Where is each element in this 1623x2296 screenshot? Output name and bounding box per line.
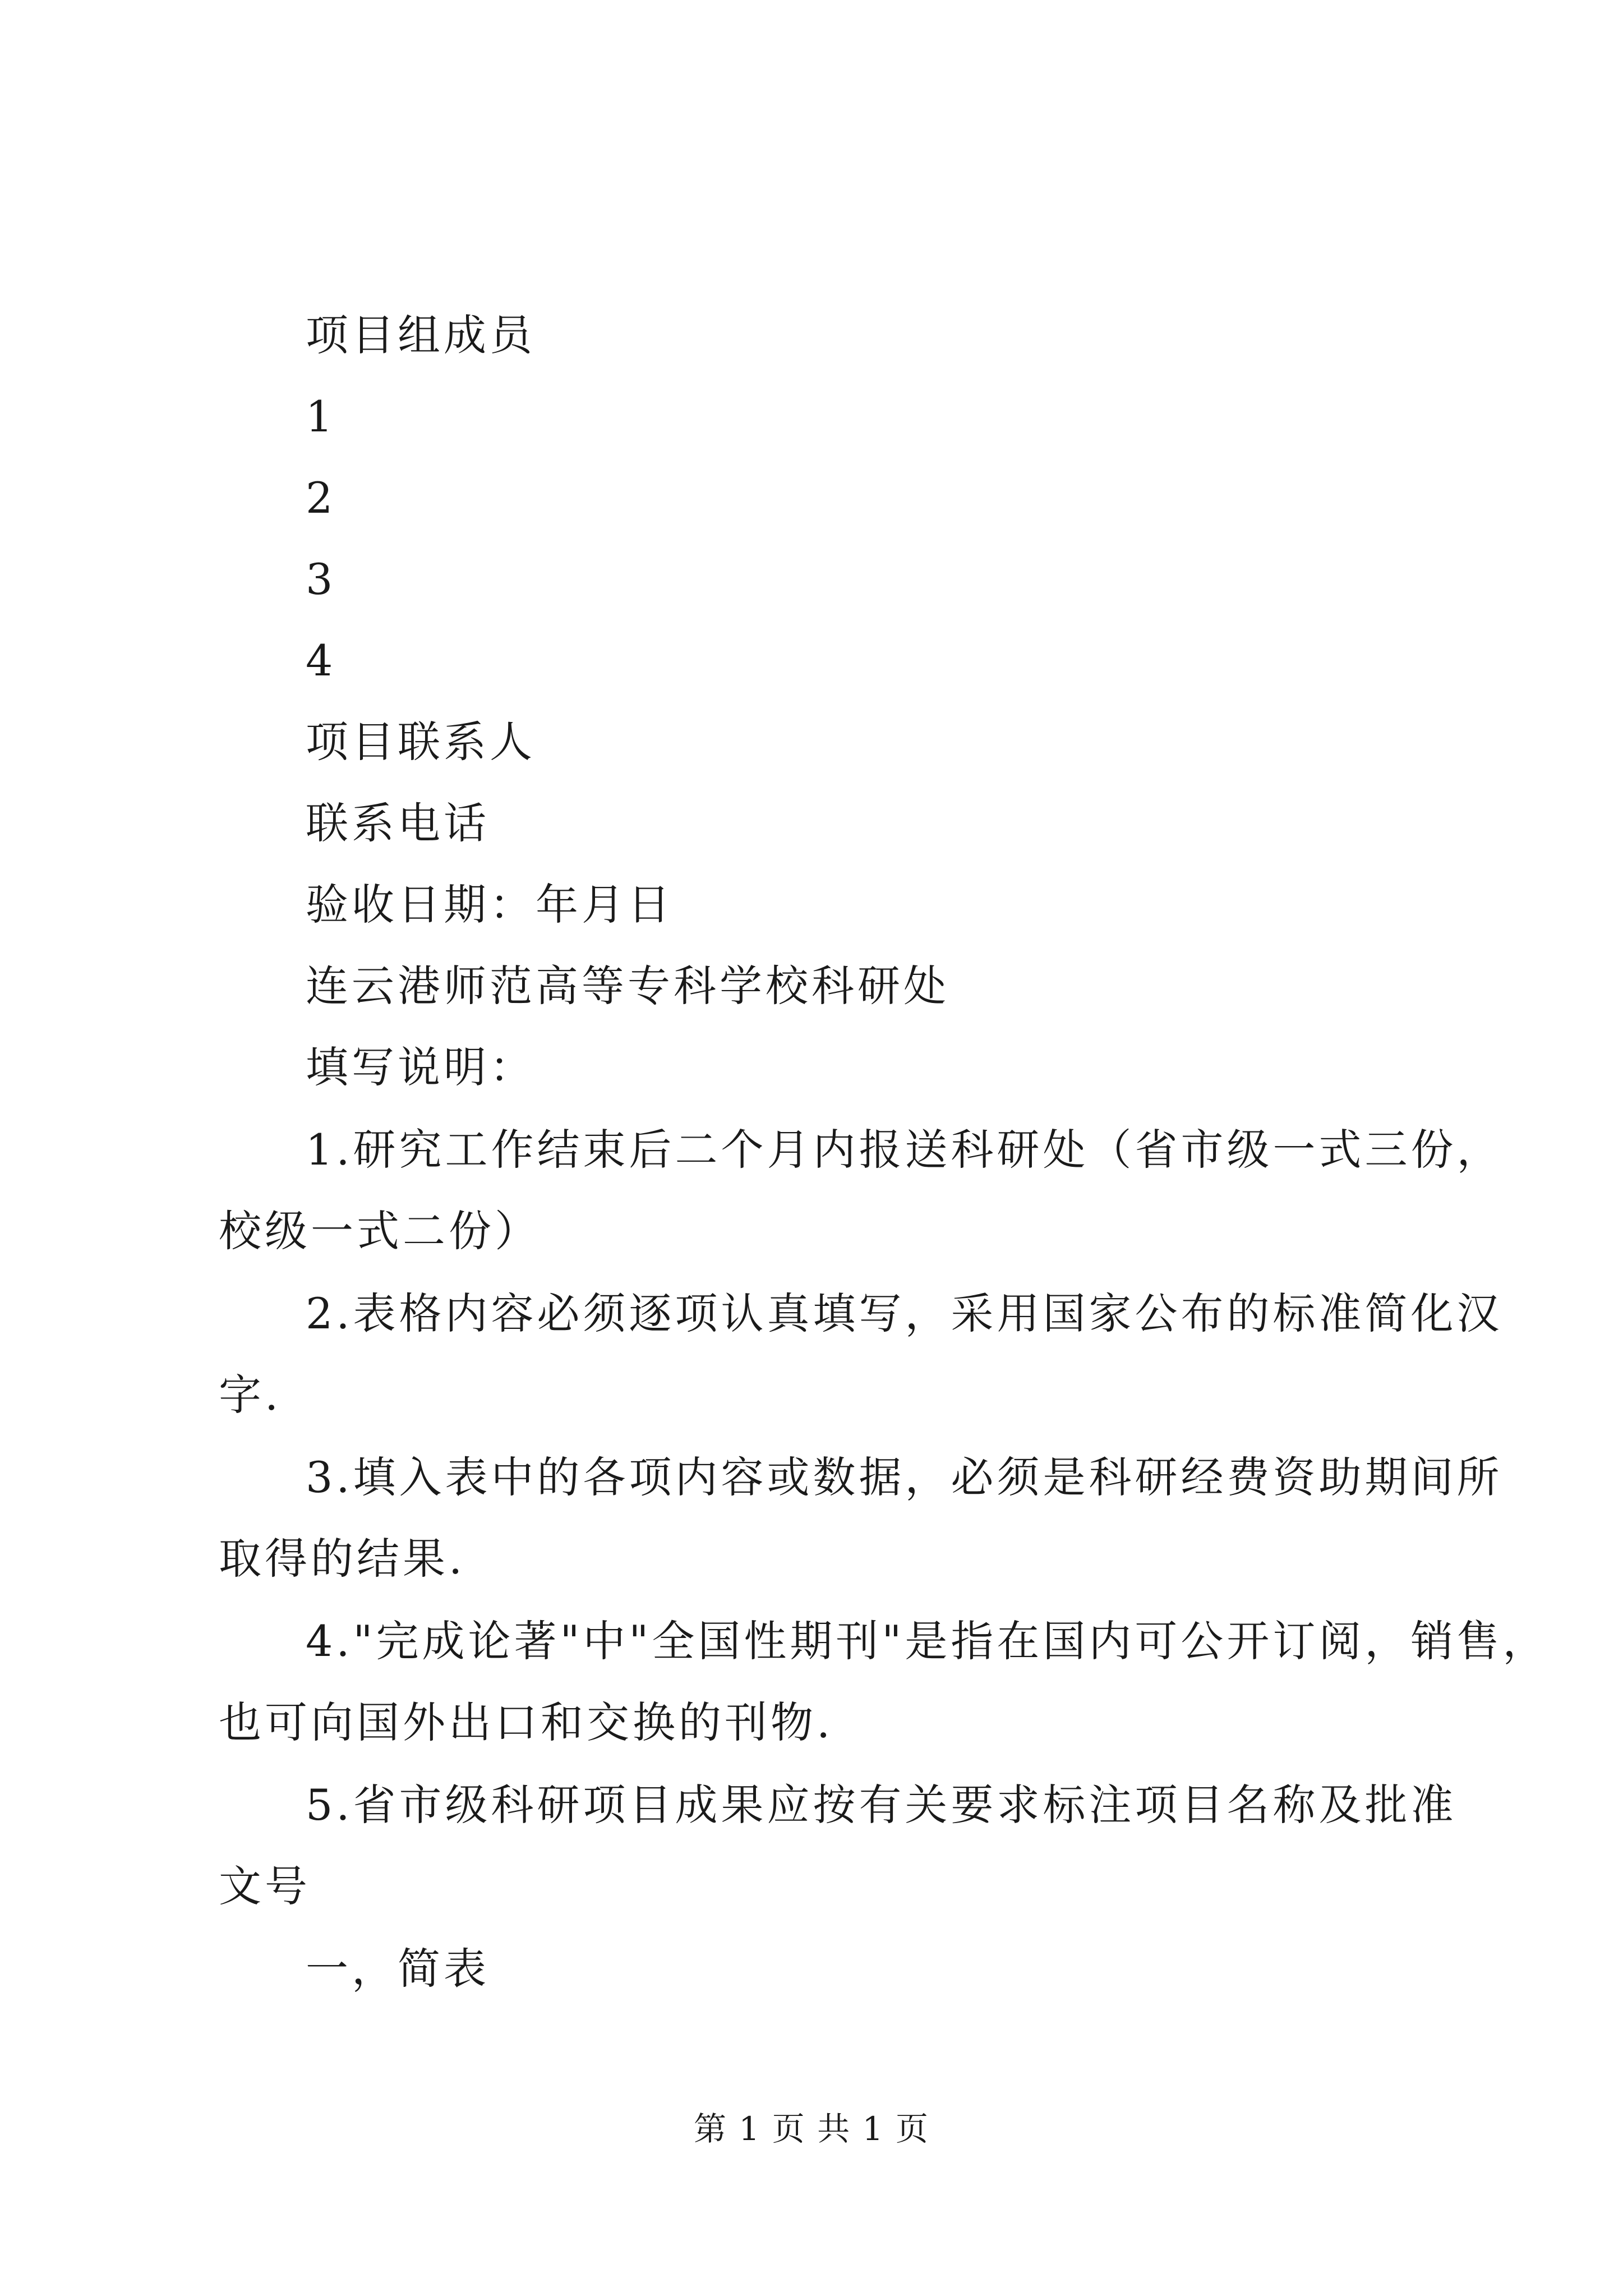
member-number-4: 4 xyxy=(306,636,336,685)
section-heading: 一，简表 xyxy=(306,1944,490,1994)
instruction-item-1-line2: 校级一式二份） xyxy=(219,1206,541,1256)
members-heading: 项目组成员 xyxy=(306,310,536,360)
member-number-1: 1 xyxy=(306,392,336,441)
instructions-heading: 填写说明： xyxy=(306,1042,536,1092)
instruction-item-2-line1: 2.表格内容必须逐项认真填写，采用国家公布的标准简化汉 xyxy=(306,1289,1503,1338)
member-number-2: 2 xyxy=(306,473,336,523)
instruction-item-3-line2: 取得的结果. xyxy=(219,1534,466,1584)
instruction-item-3-line1: 3.填入表中的各项内容或数据，必须是科研经费资助期间所 xyxy=(306,1452,1503,1502)
contact-phone-label: 联系电话 xyxy=(306,798,490,848)
acceptance-date-label: 验收日期：年月日 xyxy=(306,880,674,930)
instruction-item-1-line1: 1.研究工作结束后二个月内报送科研处（省市级一式三份， xyxy=(306,1125,1503,1175)
instruction-item-2-line2: 字. xyxy=(219,1370,282,1420)
institution-name: 连云港师范高等专科学校科研处 xyxy=(306,961,949,1011)
instruction-item-5-line2: 文号 xyxy=(219,1861,311,1911)
member-number-3: 3 xyxy=(306,554,336,604)
instruction-item-4-line2: 也可向国外出口和交换的刊物. xyxy=(219,1697,834,1747)
instruction-item-4-line1: 4."完成论著"中"全国性期刊"是指在国内可公开订阅，销售， xyxy=(306,1616,1549,1666)
page-footer: 第 1 页 共 1 页 xyxy=(694,2110,929,2148)
instruction-item-5-line1: 5.省市级科研项目成果应按有关要求标注项目名称及批准 xyxy=(306,1780,1457,1830)
contact-person-label: 项目联系人 xyxy=(306,717,536,767)
